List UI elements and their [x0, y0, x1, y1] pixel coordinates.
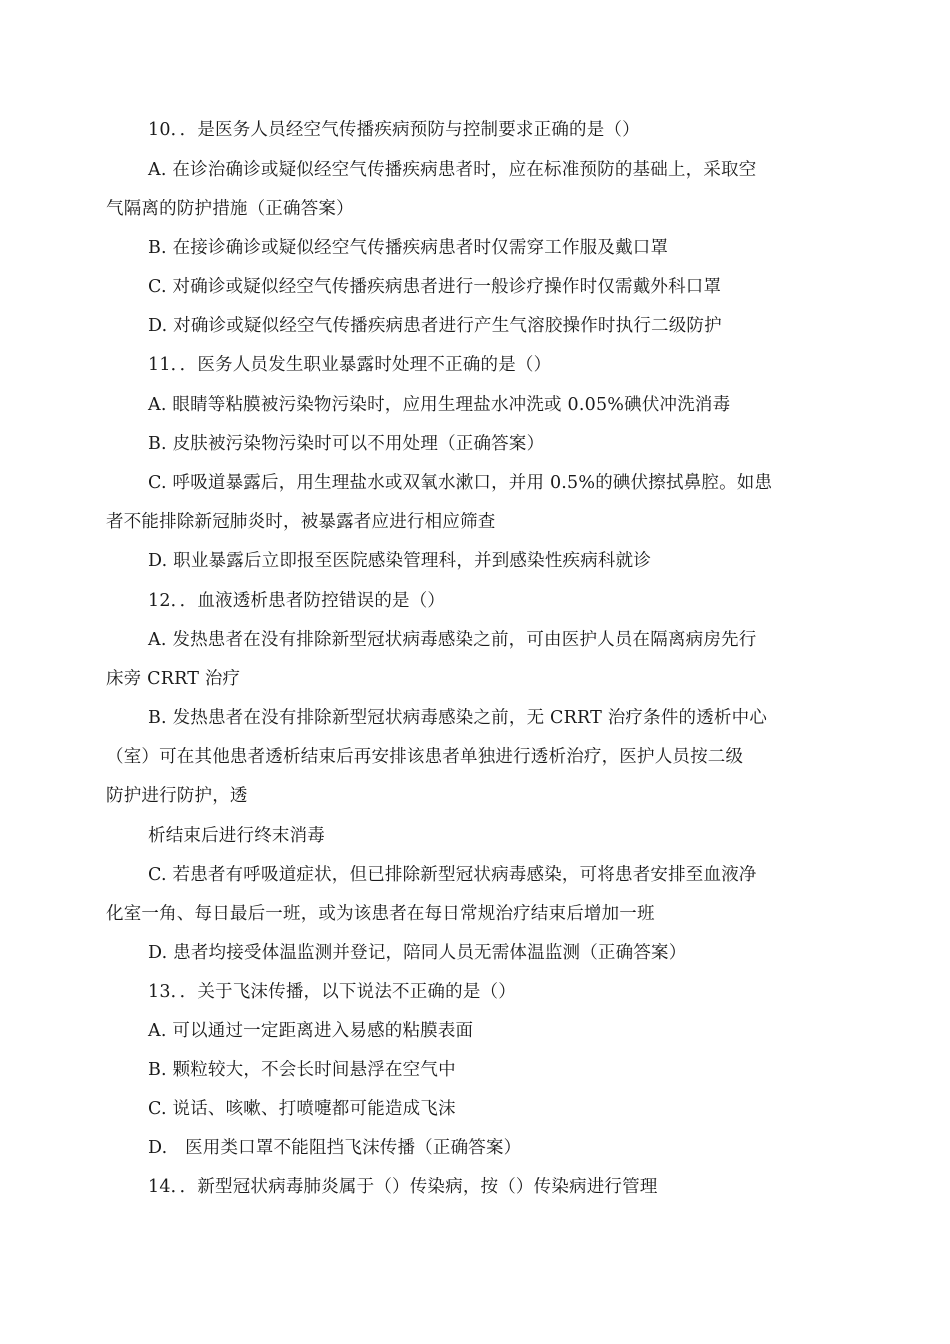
option-10a-continued: 气隔离的防护措施（正确答案）: [106, 199, 354, 219]
option-12c: C. 若患者有呼吸道症状，但已排除新型冠状病毒感染，可将患者安排至血液净: [148, 865, 757, 885]
option-11c-continued: 者不能排除新冠肺炎时，被暴露者应进行相应筛查: [106, 512, 496, 532]
option-10b: B. 在接诊确诊或疑似经空气传播疾病患者时仅需穿工作服及戴口罩: [148, 238, 669, 258]
question-12: 12．．血液透析患者防控错误的是（）: [148, 591, 446, 611]
option-11a: A. 眼睛等粘膜被污染物污染时，应用生理盐水冲洗或 0.05%碘伏冲洗消毒: [148, 395, 731, 415]
question-10: 10．．是医务人员经空气传播疾病预防与控制要求正确的是（）: [148, 120, 640, 140]
option-13c: C. 说话、咳嗽、打喷嚏都可能造成飞沫: [148, 1099, 456, 1119]
question-14: 14．．新型冠状病毒肺炎属于（）传染病，按（）传染病进行管理: [148, 1177, 658, 1197]
option-11b: B. 皮肤被污染物污染时可以不用处理（正确答案）: [148, 434, 545, 454]
option-13b: B. 颗粒较大，不会长时间悬浮在空气中: [148, 1060, 456, 1080]
option-11d: D. 职业暴露后立即报至医院感染管理科，并到感染性疾病科就诊: [148, 551, 652, 571]
option-10c: C. 对确诊或疑似经空气传播疾病患者进行一般诊疗操作时仅需戴外科口罩: [148, 277, 722, 297]
option-12a: A. 发热患者在没有排除新型冠状病毒感染之前，可由医护人员在隔离病房先行: [148, 630, 757, 650]
question-13: 13．．关于飞沫传播，以下说法不正确的是（）: [148, 982, 516, 1002]
option-12b-continued-2: 防护进行防护，透: [106, 786, 248, 806]
option-13a: A. 可以通过一定距离进入易感的粘膜表面: [148, 1021, 474, 1041]
option-12b-continued-3: 析结束后进行终末消毒: [148, 826, 325, 846]
question-11: 11．．医务人员发生职业暴露时处理不正确的是（）: [148, 355, 552, 375]
option-11c: C. 呼吸道暴露后，用生理盐水或双氧水漱口，并用 0.5%的碘伏擦拭鼻腔。如患: [148, 473, 773, 493]
option-12d: D. 患者均接受体温监测并登记，陪同人员无需体温监测（正确答案）: [148, 943, 687, 963]
option-12b: B. 发热患者在没有排除新型冠状病毒感染之前，无 CRRT 治疗条件的透析中心: [148, 708, 768, 728]
option-10a: A. 在诊治确诊或疑似经空气传播疾病患者时，应在标准预防的基础上，采取空: [148, 160, 757, 180]
option-12b-continued-1: （室）可在其他患者透析结束后再安排该患者单独进行透析治疗，医护人员按二级: [106, 747, 744, 767]
option-10d: D. 对确诊或疑似经空气传播疾病患者进行产生气溶胶操作时执行二级防护: [148, 316, 722, 336]
option-12a-continued: 床旁 CRRT 治疗: [106, 669, 241, 689]
option-12c-continued: 化室一角、每日最后一班，或为该患者在每日常规治疗结束后增加一班: [106, 904, 655, 924]
option-13d: D. 医用类口罩不能阻挡飞沫传播（正确答案）: [148, 1138, 522, 1158]
